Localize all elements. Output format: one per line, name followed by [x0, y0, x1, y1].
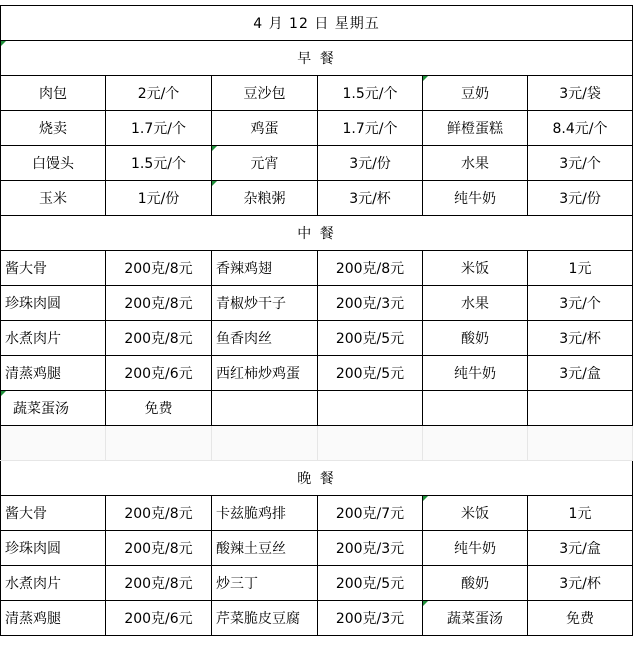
table-row — [1, 531, 633, 566]
breakfast-header-row — [1, 41, 633, 76]
price-cell[interactable]: 3元/杯 — [528, 321, 633, 356]
price-cell[interactable]: 免费 — [528, 601, 633, 636]
price-cell[interactable]: 200克/5元 — [318, 356, 423, 391]
menu-cell[interactable]: 豆沙包 — [212, 76, 318, 111]
menu-cell[interactable]: 酱大骨 — [1, 251, 106, 286]
price-cell[interactable]: 3元/杯 — [318, 181, 423, 216]
table-row — [1, 356, 633, 391]
menu-cell[interactable]: 水煮肉片 — [1, 321, 106, 356]
price-cell[interactable]: 200克/3元 — [318, 601, 423, 636]
price-cell[interactable]: 200克/3元 — [318, 286, 423, 321]
price-cell[interactable]: 3元/杯 — [528, 566, 633, 601]
menu-cell[interactable]: 水果 — [423, 146, 528, 181]
menu-cell[interactable]: 纯牛奶 — [423, 181, 528, 216]
empty-cell[interactable] — [528, 426, 633, 461]
menu-cell[interactable]: 米饭 — [423, 496, 528, 531]
price-cell[interactable]: 3元/份 — [528, 181, 633, 216]
menu-cell[interactable]: 鲜橙蛋糕 — [423, 111, 528, 146]
menu-cell[interactable]: 酸奶 — [423, 321, 528, 356]
price-cell[interactable]: 3元/袋 — [528, 76, 633, 111]
price-cell[interactable]: 1.5元/个 — [318, 76, 423, 111]
empty-cell[interactable] — [318, 426, 423, 461]
price-cell[interactable]: 1元 — [528, 496, 633, 531]
menu-cell[interactable]: 炒三丁 — [212, 566, 318, 601]
price-cell[interactable]: 2元/个 — [106, 76, 212, 111]
price-cell[interactable]: 200克/6元 — [106, 601, 212, 636]
date-title[interactable]: 4 月 12 日 星期五 — [1, 6, 633, 41]
menu-cell[interactable]: 烧卖 — [1, 111, 106, 146]
lunch-section-label[interactable]: 中 餐 — [1, 216, 633, 251]
price-cell[interactable]: 200克/3元 — [318, 531, 423, 566]
price-cell[interactable]: 3元/个 — [528, 286, 633, 321]
menu-cell[interactable]: 元宵 — [212, 146, 318, 181]
menu-cell[interactable]: 珍珠肉圆 — [1, 286, 106, 321]
menu-cell[interactable]: 鱼香肉丝 — [212, 321, 318, 356]
menu-table — [0, 5, 633, 636]
menu-cell[interactable]: 纯牛奶 — [423, 356, 528, 391]
menu-cell[interactable]: 水果 — [423, 286, 528, 321]
table-row — [1, 601, 633, 636]
blank-row — [1, 426, 633, 461]
price-cell[interactable]: 1.5元/个 — [106, 146, 212, 181]
menu-cell[interactable]: 酸辣土豆丝 — [212, 531, 318, 566]
table-row — [1, 251, 633, 286]
empty-cell[interactable] — [423, 391, 528, 426]
dinner-header-row — [1, 461, 633, 496]
menu-cell[interactable]: 鸡蛋 — [212, 111, 318, 146]
price-cell[interactable]: 8.4元/个 — [528, 111, 633, 146]
lunch-header-row — [1, 216, 633, 251]
empty-cell[interactable] — [1, 426, 106, 461]
menu-cell[interactable]: 水煮肉片 — [1, 566, 106, 601]
menu-cell[interactable]: 蔬菜蛋汤 — [1, 391, 106, 426]
price-cell[interactable]: 3元/盒 — [528, 356, 633, 391]
menu-cell[interactable]: 米饭 — [423, 251, 528, 286]
menu-cell[interactable]: 西红柿炒鸡蛋 — [212, 356, 318, 391]
menu-cell[interactable]: 纯牛奶 — [423, 531, 528, 566]
breakfast-section-label[interactable]: 早 餐 — [1, 41, 633, 76]
table-row — [1, 111, 633, 146]
menu-cell[interactable]: 肉包 — [1, 76, 106, 111]
menu-cell[interactable]: 酸奶 — [423, 566, 528, 601]
table-row — [1, 146, 633, 181]
menu-cell[interactable]: 清蒸鸡腿 — [1, 601, 106, 636]
price-cell[interactable]: 1.7元/个 — [318, 111, 423, 146]
menu-cell[interactable]: 珍珠肉圆 — [1, 531, 106, 566]
empty-cell[interactable] — [106, 426, 212, 461]
price-cell[interactable]: 200克/8元 — [106, 286, 212, 321]
empty-cell[interactable] — [212, 426, 318, 461]
menu-cell[interactable]: 玉米 — [1, 181, 106, 216]
table-row — [1, 321, 633, 356]
price-cell[interactable]: 200克/8元 — [106, 566, 212, 601]
price-cell[interactable]: 200克/5元 — [318, 566, 423, 601]
table-row — [1, 496, 633, 531]
empty-cell[interactable] — [528, 391, 633, 426]
menu-cell[interactable]: 芹菜脆皮豆腐 — [212, 601, 318, 636]
price-cell[interactable]: 200克/5元 — [318, 321, 423, 356]
price-cell[interactable]: 200克/8元 — [106, 496, 212, 531]
price-cell[interactable]: 3元/盒 — [528, 531, 633, 566]
table-row — [1, 181, 633, 216]
table-row — [1, 566, 633, 601]
menu-cell[interactable]: 香辣鸡翅 — [212, 251, 318, 286]
menu-cell[interactable]: 杂粮粥 — [212, 181, 318, 216]
menu-cell[interactable]: 豆奶 — [423, 76, 528, 111]
price-cell[interactable]: 200克/8元 — [318, 251, 423, 286]
table-row — [1, 286, 633, 321]
empty-cell[interactable] — [423, 426, 528, 461]
price-cell[interactable]: 3元/份 — [318, 146, 423, 181]
price-cell[interactable]: 3元/个 — [528, 146, 633, 181]
menu-cell[interactable]: 酱大骨 — [1, 496, 106, 531]
price-cell[interactable]: 1元/份 — [106, 181, 212, 216]
price-cell[interactable]: 1元 — [528, 251, 633, 286]
menu-cell[interactable]: 卡兹脆鸡排 — [212, 496, 318, 531]
title-row — [1, 6, 633, 41]
price-cell[interactable]: 200克/8元 — [106, 321, 212, 356]
price-cell[interactable]: 200克/7元 — [318, 496, 423, 531]
price-cell[interactable]: 200克/8元 — [106, 531, 212, 566]
price-cell[interactable]: 免费 — [106, 391, 212, 426]
price-cell[interactable]: 1.7元/个 — [106, 111, 212, 146]
empty-cell[interactable] — [318, 391, 423, 426]
menu-cell[interactable]: 青椒炒干子 — [212, 286, 318, 321]
menu-cell[interactable]: 清蒸鸡腿 — [1, 356, 106, 391]
price-cell[interactable]: 200克/8元 — [106, 251, 212, 286]
price-cell[interactable]: 200克/6元 — [106, 356, 212, 391]
empty-cell[interactable] — [212, 391, 318, 426]
table-row — [1, 76, 633, 111]
dinner-section-label[interactable]: 晚 餐 — [1, 461, 633, 496]
menu-cell[interactable]: 白馒头 — [1, 146, 106, 181]
menu-cell[interactable]: 蔬菜蛋汤 — [423, 601, 528, 636]
table-row — [1, 391, 633, 426]
